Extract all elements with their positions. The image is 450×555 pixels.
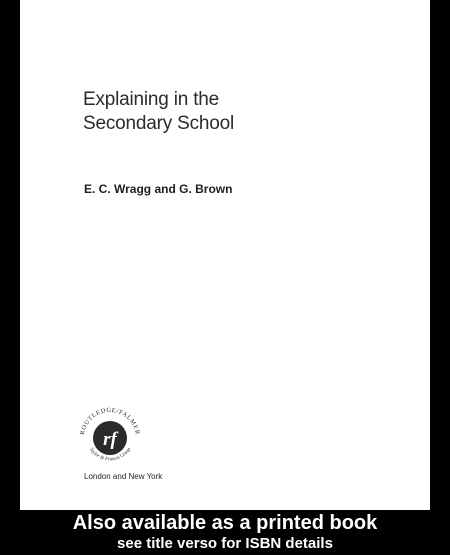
isbn-details-notice: see title verso for ISBN details [117, 535, 333, 552]
title-page [20, 0, 430, 510]
publisher-place: London and New York [84, 472, 163, 481]
logo-ring-text: ROUTLEDGE/FALMER [79, 406, 141, 436]
book-title-line-2: Secondary School [83, 113, 235, 134]
print-availability-banner: Also available as a printed book [72, 512, 378, 534]
book-title-line-1: Explaining in the [83, 89, 220, 110]
book-authors: E. C. Wragg and G. Brown [84, 182, 233, 196]
logo-monogram: rf [103, 429, 117, 450]
book-title [83, 88, 234, 136]
publisher-logo-icon [76, 402, 144, 470]
logo-sub-text: Taylor & Francis Group [87, 447, 133, 463]
